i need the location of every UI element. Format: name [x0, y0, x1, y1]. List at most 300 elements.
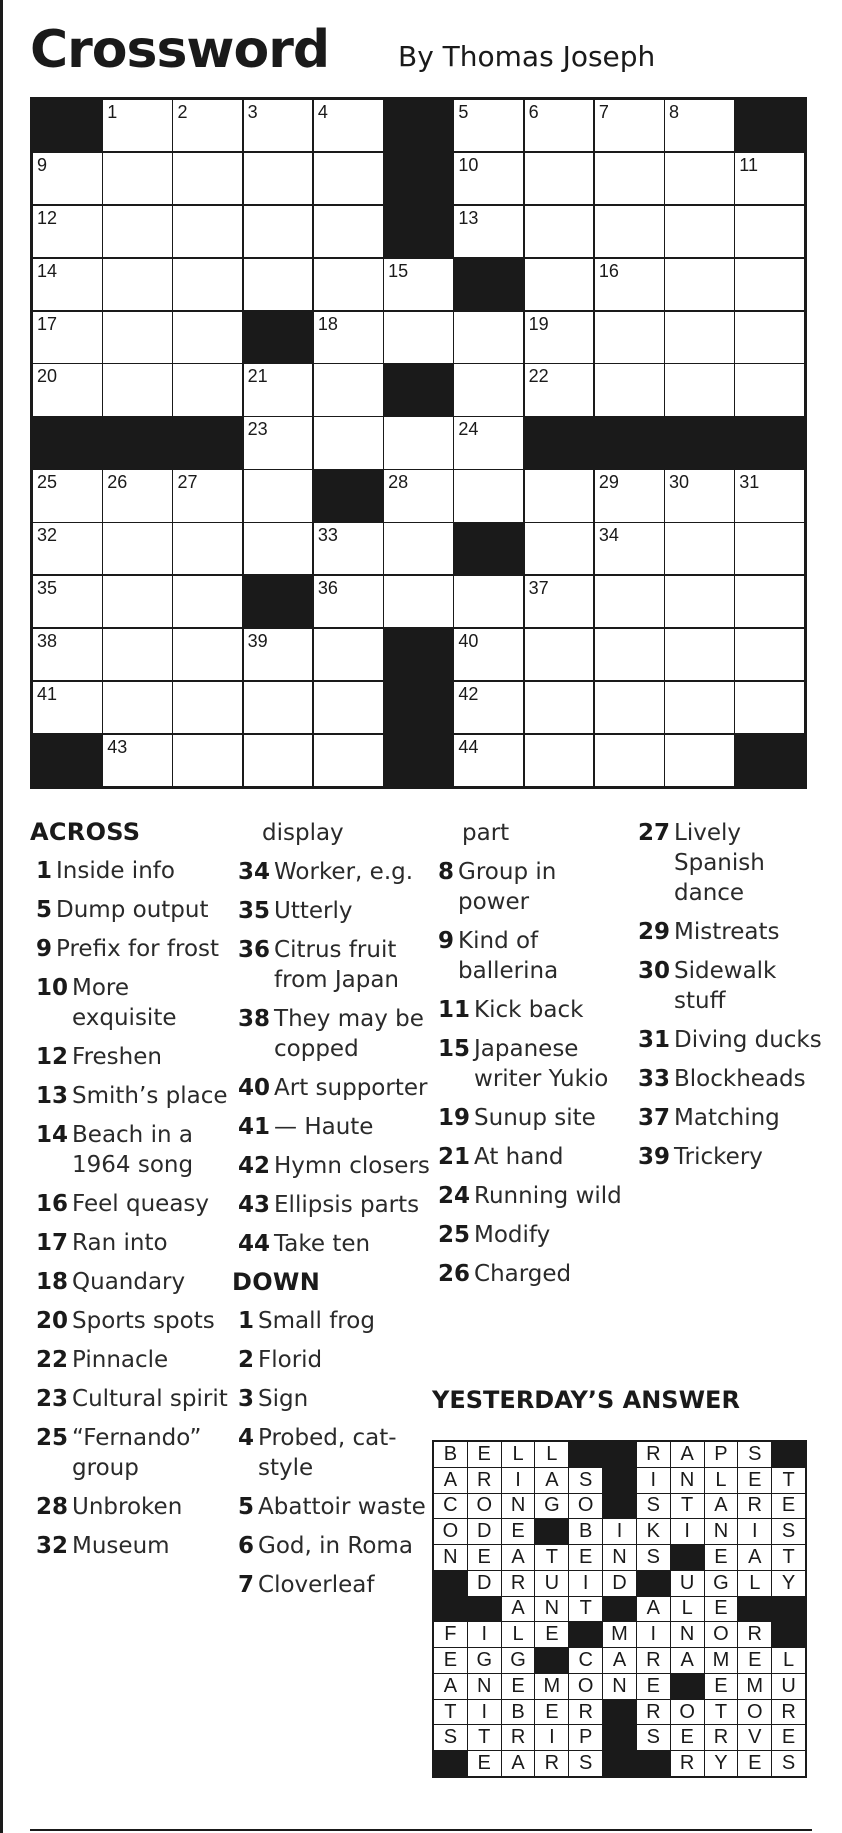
clue-text: Diving ducks: [674, 1027, 822, 1053]
clue-item[interactable]: [238, 1492, 432, 1522]
grid-cell[interactable]: [314, 735, 383, 786]
grid-cell[interactable]: [314, 100, 383, 151]
clue-number: 44: [238, 1231, 271, 1257]
clue-item[interactable]: [438, 1034, 632, 1094]
answer-black-square: [603, 1725, 636, 1750]
grid-cell[interactable]: [384, 470, 453, 521]
answer-cell: I: [502, 1468, 535, 1493]
grid-cell[interactable]: [595, 259, 664, 310]
clue-item[interactable]: [638, 1142, 832, 1172]
grid-cell[interactable]: [244, 523, 313, 574]
clue-item[interactable]: [638, 1025, 832, 1055]
grid-cell[interactable]: [454, 312, 523, 363]
clue-column-4: [632, 818, 832, 1181]
clue-number: 20: [37, 366, 58, 387]
grid-cell[interactable]: [173, 206, 242, 257]
grid-cell[interactable]: [454, 100, 523, 151]
answer-cell: O: [705, 1622, 738, 1647]
grid-cell[interactable]: [665, 312, 734, 363]
clue-item[interactable]: [36, 1531, 230, 1561]
clue-item[interactable]: [36, 856, 230, 886]
grid-cell[interactable]: [33, 259, 102, 310]
grid-cell[interactable]: [173, 312, 242, 363]
answer-cell: A: [502, 1597, 535, 1622]
clue-number: 9: [438, 928, 455, 954]
answer-cell: R: [535, 1751, 568, 1776]
clue-text: Probed, cat-style: [258, 1425, 397, 1481]
answer-cell: T: [671, 1494, 704, 1519]
answer-cell: R: [502, 1725, 535, 1750]
clue-number: 41: [238, 1114, 271, 1140]
clue-number: 6: [528, 102, 539, 122]
clue-number: 7: [598, 102, 609, 122]
grid-cell[interactable]: [595, 100, 664, 151]
clue-text: Running wild: [474, 1183, 622, 1209]
grid-cell[interactable]: [735, 259, 804, 310]
answer-cell: T: [705, 1700, 738, 1725]
clue-item[interactable]: [638, 917, 832, 947]
grid-cell[interactable]: [314, 259, 383, 310]
answer-black-square: [671, 1674, 704, 1699]
grid-cell[interactable]: [595, 364, 664, 415]
grid-cell[interactable]: [244, 682, 313, 733]
answer-cell: E: [569, 1545, 602, 1570]
answer-cell: A: [535, 1468, 568, 1493]
clue-item[interactable]: [238, 1306, 432, 1336]
grid-cell[interactable]: [244, 364, 313, 415]
answer-cell: I: [468, 1700, 501, 1725]
grid-cell[interactable]: [244, 735, 313, 786]
answer-cell: E: [502, 1674, 535, 1699]
answer-cell: G: [468, 1648, 501, 1673]
grid-cell[interactable]: [314, 576, 383, 627]
clue-number: 23: [36, 1386, 69, 1412]
grid-cell[interactable]: [735, 629, 804, 680]
grid-cell[interactable]: [595, 523, 664, 574]
clue-number: 11: [739, 154, 758, 175]
answer-cell: L: [502, 1442, 535, 1467]
answer-cell: N: [603, 1545, 636, 1570]
grid-cell[interactable]: [244, 417, 313, 468]
left-rule: [0, 0, 3, 1833]
grid-cell[interactable]: [244, 100, 313, 151]
clue-text: Museum: [72, 1533, 170, 1559]
clue-text: Worker, e.g.: [274, 859, 414, 885]
answer-cell: B: [434, 1442, 467, 1467]
grid-cell[interactable]: [314, 629, 383, 680]
answer-cell: E: [705, 1674, 738, 1699]
grid-cell[interactable]: [33, 312, 102, 363]
grid-cell[interactable]: [33, 576, 102, 627]
grid-cell[interactable]: [173, 576, 242, 627]
grid-cell[interactable]: [735, 206, 804, 257]
answer-cell: R: [671, 1751, 704, 1776]
grid-cell[interactable]: [665, 629, 734, 680]
down-clue-list: [232, 1306, 432, 1600]
clue-item[interactable]: [438, 1142, 632, 1172]
answer-cell: K: [637, 1519, 670, 1544]
clue-item[interactable]: [238, 1229, 432, 1259]
answer-cell: L: [772, 1648, 805, 1673]
clue-item[interactable]: [36, 934, 230, 964]
grid-cell[interactable]: [244, 206, 313, 257]
grid-cell[interactable]: [665, 735, 734, 786]
answer-black-square: [603, 1468, 636, 1493]
answer-cell: E: [502, 1519, 535, 1544]
grid-cell[interactable]: [525, 523, 594, 574]
grid-cell[interactable]: [665, 470, 734, 521]
grid-cell[interactable]: [595, 682, 664, 733]
answer-cell: A: [603, 1648, 636, 1673]
clue-item[interactable]: [238, 1004, 432, 1064]
clue-item[interactable]: [238, 1073, 432, 1103]
grid-cell[interactable]: [384, 523, 453, 574]
grid-cell[interactable]: [454, 364, 523, 415]
clue-number: 33: [317, 525, 338, 546]
clue-number: 9: [37, 154, 48, 175]
answer-cell: D: [603, 1571, 636, 1596]
bottom-rule: [30, 1829, 812, 1831]
grid-cell[interactable]: [33, 364, 102, 415]
answer-cell: Y: [772, 1571, 805, 1596]
grid-cell[interactable]: [103, 470, 172, 521]
grid-cell[interactable]: [665, 523, 734, 574]
grid-cell[interactable]: [454, 206, 523, 257]
answer-cell: S: [569, 1468, 602, 1493]
answer-cell: I: [468, 1622, 501, 1647]
clue-text: Art supporter: [274, 1075, 428, 1101]
grid-cell[interactable]: [33, 682, 102, 733]
clue-number: 38: [37, 630, 58, 651]
grid-cell[interactable]: [595, 576, 664, 627]
crossword-grid[interactable]: [30, 97, 807, 789]
answer-cell: N: [434, 1545, 467, 1570]
grid-cell[interactable]: [103, 682, 172, 733]
clue-item[interactable]: [36, 1228, 230, 1258]
clue-item[interactable]: [438, 857, 632, 917]
black-square: [735, 417, 804, 468]
answer-black-square: [637, 1751, 670, 1776]
grid-cell[interactable]: [244, 259, 313, 310]
clue-item[interactable]: [438, 1220, 632, 1250]
clue-number: 25: [37, 472, 58, 493]
clue-number: 5: [458, 102, 469, 122]
clue-text: Sign: [258, 1386, 309, 1412]
grid-cell[interactable]: [595, 735, 664, 786]
clue-item[interactable]: [438, 1103, 632, 1133]
down-heading: DOWN: [232, 1268, 321, 1296]
grid-cell[interactable]: [103, 735, 172, 786]
clue-item[interactable]: [36, 1081, 230, 1111]
answer-cell: T: [468, 1725, 501, 1750]
down-clue-list: [432, 857, 632, 1289]
answer-cell: E: [705, 1545, 738, 1570]
grid-cell[interactable]: [33, 470, 102, 521]
clue-item[interactable]: [238, 1112, 432, 1142]
clue-number: 39: [638, 1144, 671, 1170]
answer-cell: P: [705, 1442, 738, 1467]
clue-continuation: display: [262, 820, 344, 846]
grid-cell[interactable]: [454, 629, 523, 680]
black-square: [384, 153, 453, 204]
grid-cell[interactable]: [454, 417, 523, 468]
grid-cell[interactable]: [525, 100, 594, 151]
clue-item[interactable]: [36, 1384, 230, 1414]
clue-number: 3: [247, 102, 258, 122]
clue-number: 24: [438, 1183, 471, 1209]
across-clue-list: [30, 856, 230, 1561]
grid-cell[interactable]: [735, 523, 804, 574]
clue-item[interactable]: [36, 973, 230, 1033]
grid-cell[interactable]: [173, 470, 242, 521]
clue-item[interactable]: [438, 995, 632, 1025]
clue-item[interactable]: [238, 857, 432, 887]
black-square: [384, 735, 453, 786]
grid-cell[interactable]: [454, 470, 523, 521]
clue-item[interactable]: [36, 1042, 230, 1072]
grid-cell[interactable]: [173, 629, 242, 680]
grid-cell[interactable]: [314, 417, 383, 468]
clue-text: Japanese writer Yukio: [474, 1036, 609, 1092]
grid-cell[interactable]: [525, 206, 594, 257]
clue-number: 39: [247, 630, 268, 651]
clue-number: 32: [37, 525, 58, 546]
grid-cell[interactable]: [314, 364, 383, 415]
page-title: Crossword: [30, 20, 330, 80]
answer-black-square: [603, 1494, 636, 1519]
answer-black-square: [637, 1571, 670, 1596]
grid-cell[interactable]: [173, 100, 242, 151]
grid-cell[interactable]: [595, 470, 664, 521]
answer-cell: A: [705, 1494, 738, 1519]
grid-cell[interactable]: [735, 682, 804, 733]
grid-cell[interactable]: [33, 153, 102, 204]
clue-number: 22: [528, 366, 549, 387]
answer-cell: T: [535, 1545, 568, 1570]
grid-cell[interactable]: [173, 682, 242, 733]
grid-cell[interactable]: [665, 364, 734, 415]
clue-item[interactable]: [238, 1345, 432, 1375]
answer-cell: B: [502, 1700, 535, 1725]
grid-cell[interactable]: [173, 735, 242, 786]
answer-cell: F: [434, 1622, 467, 1647]
clue-number: 17: [36, 1230, 69, 1256]
clue-text: — Haute: [274, 1114, 374, 1140]
clue-number: 25: [36, 1425, 69, 1451]
grid-cell[interactable]: [735, 470, 804, 521]
grid-cell[interactable]: [103, 206, 172, 257]
grid-cell[interactable]: [525, 682, 594, 733]
clue-text: Cultural spirit: [72, 1386, 228, 1412]
grid-cell[interactable]: [384, 417, 453, 468]
grid-cell[interactable]: [103, 576, 172, 627]
grid-cell[interactable]: [525, 153, 594, 204]
clue-text: Prefix for frost: [56, 936, 220, 962]
grid-cell[interactable]: [244, 153, 313, 204]
answer-cell: M: [705, 1648, 738, 1673]
grid-cell[interactable]: [103, 153, 172, 204]
grid-cell[interactable]: [103, 259, 172, 310]
black-square: [173, 417, 242, 468]
grid-cell[interactable]: [173, 364, 242, 415]
clue-item[interactable]: [36, 1345, 230, 1375]
clue-item[interactable]: [638, 818, 832, 908]
answer-cell: R: [637, 1700, 670, 1725]
clue-item[interactable]: [36, 1306, 230, 1336]
answer-cell: D: [468, 1571, 501, 1596]
answer-black-square: [569, 1622, 602, 1647]
clue-item[interactable]: [36, 1189, 230, 1219]
grid-cell[interactable]: [735, 312, 804, 363]
clue-number: 28: [388, 472, 409, 493]
grid-cell[interactable]: [525, 576, 594, 627]
grid-cell[interactable]: [384, 312, 453, 363]
grid-cell[interactable]: [665, 576, 734, 627]
grid-cell[interactable]: [314, 312, 383, 363]
answer-cell: E: [468, 1545, 501, 1570]
clue-text: Cloverleaf: [258, 1572, 375, 1598]
grid-cell[interactable]: [595, 312, 664, 363]
answer-cell: U: [772, 1674, 805, 1699]
grid-cell[interactable]: [454, 735, 523, 786]
grid-cell[interactable]: [525, 312, 594, 363]
answer-cell: N: [671, 1622, 704, 1647]
clue-text: Sunup site: [474, 1105, 596, 1131]
clue-item[interactable]: [238, 1151, 432, 1181]
grid-cell[interactable]: [103, 364, 172, 415]
clue-item[interactable]: [238, 1570, 432, 1600]
answer-cell: S: [637, 1494, 670, 1519]
answer-cell: E: [772, 1494, 805, 1519]
clue-number: 21: [247, 366, 268, 387]
clue-item[interactable]: [238, 1423, 432, 1483]
grid-cell[interactable]: [103, 629, 172, 680]
clue-item[interactable]: [238, 1531, 432, 1561]
answer-cell: E: [671, 1725, 704, 1750]
clue-number: 13: [458, 207, 479, 228]
grid-cell[interactable]: [525, 735, 594, 786]
clue-item[interactable]: [36, 1492, 230, 1522]
clue-text: Ellipsis parts: [274, 1192, 420, 1218]
clue-number: 42: [238, 1153, 271, 1179]
answer-cell: E: [738, 1648, 771, 1673]
clue-text: More exquisite: [72, 975, 177, 1031]
grid-cell[interactable]: [595, 629, 664, 680]
grid-cell[interactable]: [314, 153, 383, 204]
grid-cell[interactable]: [735, 576, 804, 627]
answer-cell: N: [468, 1674, 501, 1699]
grid-cell[interactable]: [735, 153, 804, 204]
clue-text: Group in power: [458, 859, 557, 915]
grid-cell[interactable]: [735, 364, 804, 415]
clue-item[interactable]: [438, 1259, 632, 1289]
grid-cell[interactable]: [173, 153, 242, 204]
grid-cell[interactable]: [103, 523, 172, 574]
clue-item[interactable]: [238, 1384, 432, 1414]
clue-item[interactable]: [638, 1103, 832, 1133]
answer-cell: N: [705, 1519, 738, 1544]
grid-cell[interactable]: [525, 629, 594, 680]
clue-item[interactable]: [238, 935, 432, 995]
grid-cell[interactable]: [454, 682, 523, 733]
grid-cell[interactable]: [33, 206, 102, 257]
clue-text: Kick back: [474, 997, 584, 1023]
grid-cell[interactable]: [454, 153, 523, 204]
grid-cell[interactable]: [525, 259, 594, 310]
grid-cell[interactable]: [384, 259, 453, 310]
grid-cell[interactable]: [595, 153, 664, 204]
black-square: [384, 364, 453, 415]
grid-cell[interactable]: [314, 523, 383, 574]
grid-cell[interactable]: [665, 206, 734, 257]
answer-cell: E: [637, 1674, 670, 1699]
clue-number: 18: [36, 1269, 69, 1295]
clue-text: Freshen: [72, 1044, 162, 1070]
grid-cell[interactable]: [595, 206, 664, 257]
answer-cell: Y: [705, 1751, 738, 1776]
yesterday-answer-grid: [432, 1440, 807, 1778]
grid-cell[interactable]: [454, 576, 523, 627]
clue-item[interactable]: [238, 1190, 432, 1220]
grid-cell[interactable]: [103, 100, 172, 151]
grid-cell[interactable]: [103, 312, 172, 363]
clue-item[interactable]: [438, 1181, 632, 1211]
answer-cell: L: [705, 1468, 738, 1493]
clue-item[interactable]: [438, 926, 632, 986]
clue-item[interactable]: [36, 895, 230, 925]
grid-cell[interactable]: [244, 470, 313, 521]
grid-cell[interactable]: [525, 470, 594, 521]
clue-item[interactable]: [238, 896, 432, 926]
clue-item[interactable]: [36, 1423, 230, 1483]
grid-cell[interactable]: [525, 364, 594, 415]
answer-cell: E: [738, 1468, 771, 1493]
clue-number: 17: [37, 313, 58, 334]
answer-cell: R: [569, 1700, 602, 1725]
answer-cell: A: [637, 1597, 670, 1622]
grid-cell[interactable]: [314, 682, 383, 733]
clue-item[interactable]: [36, 1267, 230, 1297]
answer-black-square: [772, 1442, 805, 1467]
grid-cell[interactable]: [33, 629, 102, 680]
grid-cell[interactable]: [173, 523, 242, 574]
across-heading: ACROSS: [30, 818, 141, 846]
grid-cell[interactable]: [244, 629, 313, 680]
clue-number: 13: [36, 1083, 69, 1109]
clue-item[interactable]: [638, 1064, 832, 1094]
clue-number: 6: [238, 1533, 255, 1559]
grid-cell[interactable]: [314, 206, 383, 257]
answer-black-square: [603, 1597, 636, 1622]
clue-number: 22: [36, 1347, 69, 1373]
clue-item[interactable]: [36, 1120, 230, 1180]
grid-cell[interactable]: [384, 576, 453, 627]
clue-number: 18: [317, 313, 338, 334]
grid-cell[interactable]: [33, 523, 102, 574]
grid-cell[interactable]: [665, 259, 734, 310]
answer-black-square: [772, 1622, 805, 1647]
clue-number: 35: [238, 898, 271, 924]
clue-item[interactable]: [638, 956, 832, 1016]
clue-text: Take ten: [274, 1231, 371, 1257]
black-square: [384, 629, 453, 680]
grid-cell[interactable]: [173, 259, 242, 310]
answer-cell: R: [468, 1468, 501, 1493]
clue-number: 1: [238, 1308, 255, 1334]
grid-cell[interactable]: [665, 153, 734, 204]
grid-cell[interactable]: [665, 100, 734, 151]
grid-cell[interactable]: [665, 682, 734, 733]
